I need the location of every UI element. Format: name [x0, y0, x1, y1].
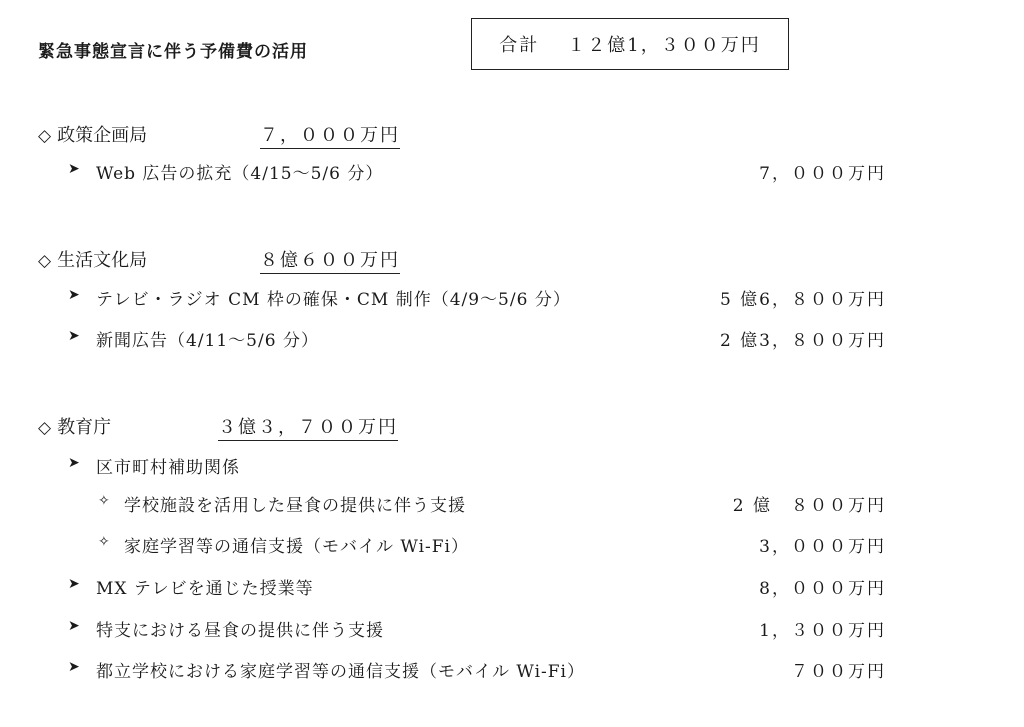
diamond-bullet-icon: ◇ [38, 418, 52, 438]
list-item [0, 453, 1024, 481]
arrow-bullet-icon: ➤ [68, 618, 80, 634]
section-total: ３億３，７００万円 [218, 413, 398, 441]
item-text: 学校施設を活用した昼食の提供に伴う支援 [124, 496, 466, 516]
item-text: 特支における昼食の提供に伴う支援 [96, 621, 384, 641]
item-text: 家庭学習等の通信支援（モバイル Wi-Fi） [124, 537, 469, 557]
list-item [0, 491, 1024, 519]
diamond-bullet-icon: ◇ [38, 251, 52, 271]
section-heading-culture [38, 246, 147, 272]
list-item [0, 532, 1024, 560]
sparkle-bullet-icon: ✧ [98, 493, 110, 509]
section-name: 政策企画局 [57, 125, 148, 146]
list-item [0, 285, 1024, 313]
arrow-bullet-icon: ➤ [68, 576, 80, 592]
document-title: 緊急事態宣言に伴う予備費の活用 [38, 42, 308, 62]
section-total: ８億６００万円 [260, 246, 400, 274]
item-amount: 7，０００万円 [759, 164, 886, 184]
arrow-bullet-icon: ➤ [68, 161, 80, 177]
grand-total-box [471, 18, 789, 70]
diamond-bullet-icon: ◇ [38, 126, 52, 146]
list-item [0, 616, 1024, 644]
item-text: Web 広告の拡充（4/15～5/6 分） [96, 164, 384, 184]
arrow-bullet-icon: ➤ [68, 328, 80, 344]
grand-total-label: 合計 [499, 35, 540, 56]
section-total: ７，０００万円 [260, 121, 400, 149]
section-name: 教育庁 [57, 417, 112, 438]
item-amount: 3，０００万円 [759, 537, 886, 557]
item-amount: ７００万円 [791, 662, 886, 682]
item-text: MX テレビを通じた授業等 [96, 579, 314, 599]
item-text: テレビ・ラジオ CM 枠の確保・CM 制作（4/9～5/6 分） [96, 290, 571, 310]
section-heading-policy [38, 121, 147, 147]
item-text: 区市町村補助関係 [96, 458, 240, 478]
item-text: 新聞広告（4/11～5/6 分） [96, 331, 319, 351]
section-heading-education [38, 413, 111, 439]
section-name: 生活文化局 [57, 250, 148, 271]
arrow-bullet-icon: ➤ [68, 659, 80, 675]
item-amount: 2 億 ８００万円 [732, 496, 886, 516]
item-amount: 8，０００万円 [759, 579, 886, 599]
item-amount: 1，３００万円 [759, 621, 886, 641]
list-item [0, 326, 1024, 354]
sparkle-bullet-icon: ✧ [98, 534, 110, 550]
item-amount: 2 億3，８００万円 [719, 331, 886, 351]
list-item [0, 657, 1024, 685]
list-item [0, 574, 1024, 602]
arrow-bullet-icon: ➤ [68, 455, 80, 471]
arrow-bullet-icon: ➤ [68, 287, 80, 303]
item-text: 都立学校における家庭学習等の通信支援（モバイル Wi-Fi） [96, 662, 585, 682]
grand-total-value: １２億1，３００万円 [567, 35, 761, 56]
list-item [0, 159, 1024, 187]
item-amount: 5 億6，８００万円 [719, 290, 886, 310]
